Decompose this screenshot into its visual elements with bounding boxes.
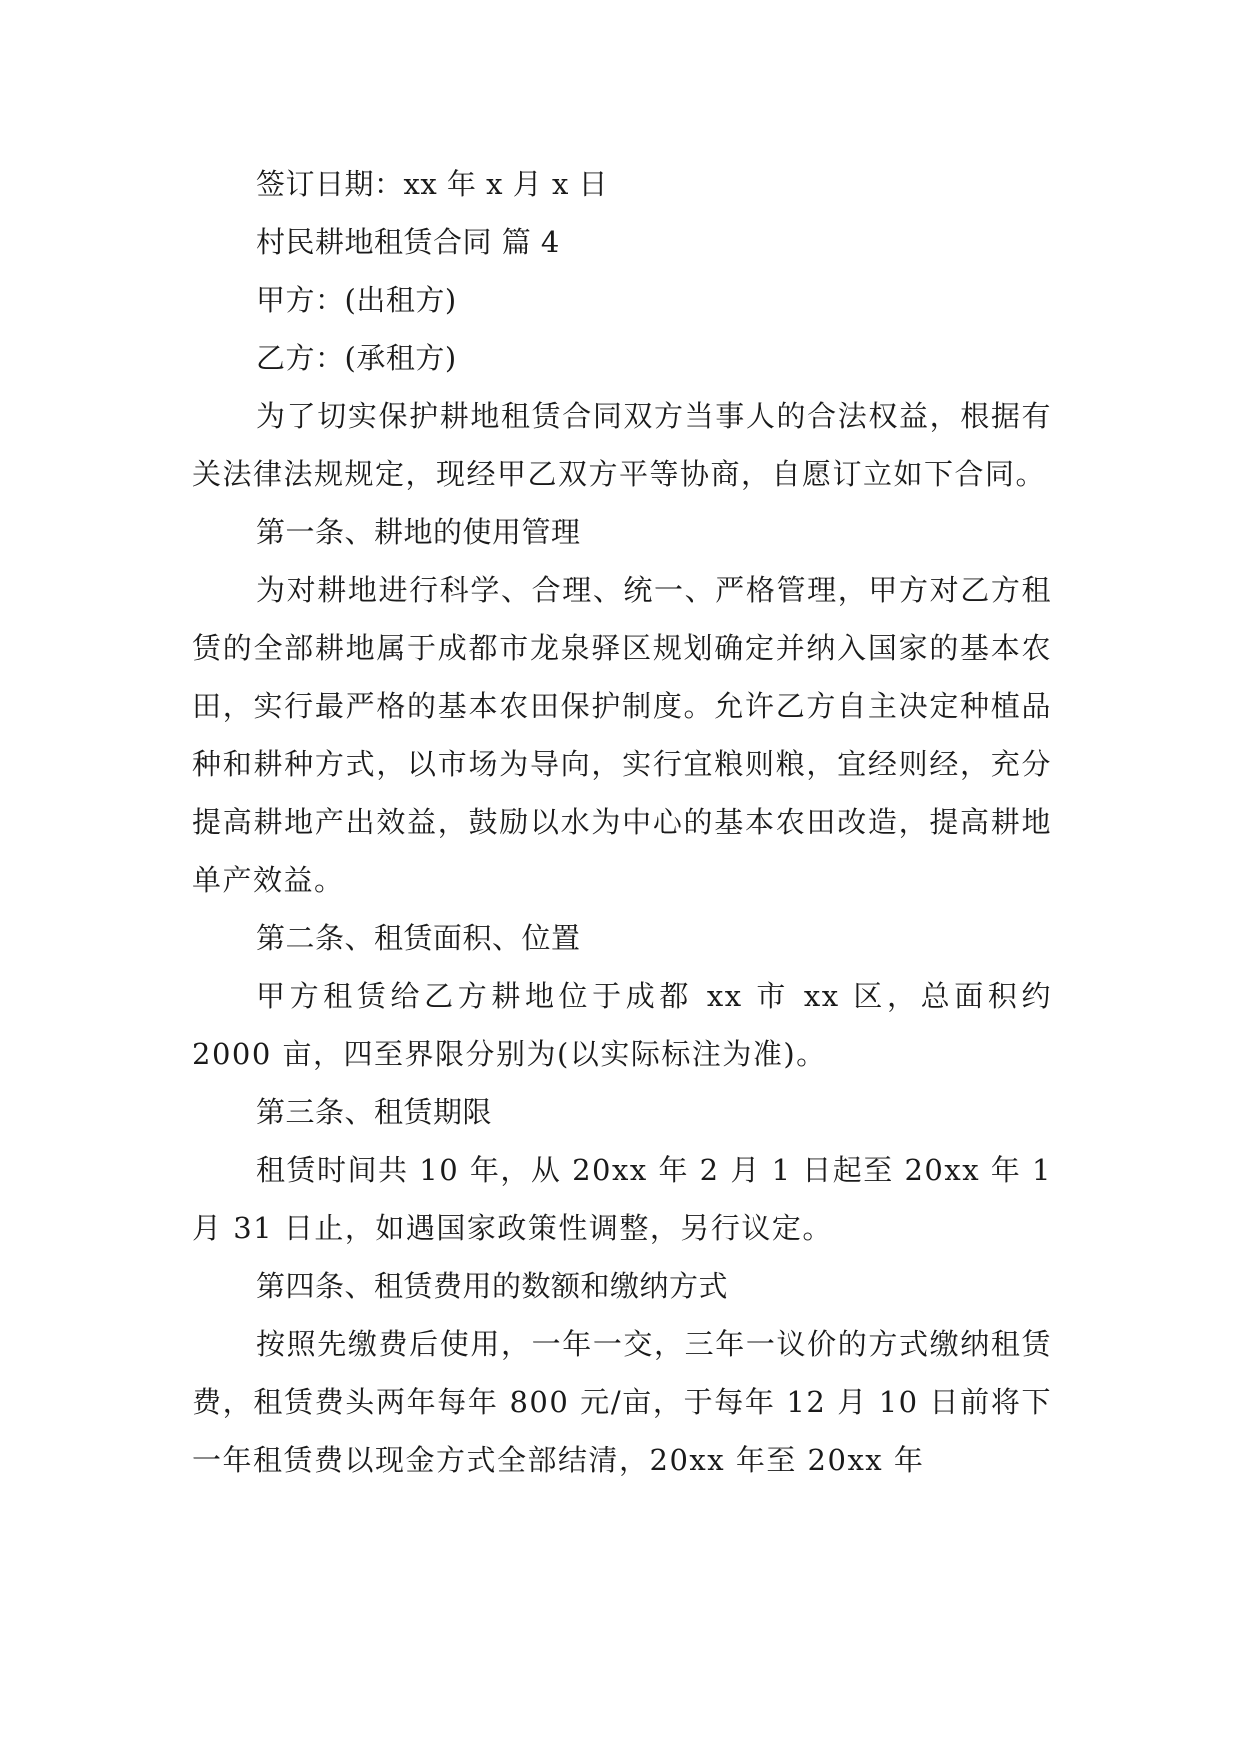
sign-date: 签订日期：xx 年 x 月 x 日 — [256, 167, 609, 201]
document-title: 村民耕地租赁合同 篇 4 — [256, 225, 560, 259]
article-3-title: 第三条、租赁期限 — [256, 1095, 493, 1129]
article-1-title: 第一条、耕地的使用管理 — [256, 515, 581, 549]
party-b: 乙方：(承租方) — [256, 341, 457, 375]
article-3-body: 租赁时间共 10 年，从 20xx 年 2 月 1 日起至 20xx 年 1 月 31 日止，如遇国家政策性调整，另行议定。 — [192, 1153, 1052, 1245]
article-4-body: 按照先缴费后使用，一年一交，三年一议价的方式缴纳租赁费，租赁费头两年每年 800 元/亩，于每年 12 月 10 日前将下一年租赁费以现金方式全部结清，20xx 年至 20xx 年 — [192, 1327, 1052, 1477]
article-1-body: 为对耕地进行科学、合理、统一、严格管理，甲方对乙方租赁的全部耕地属于成都市龙泉驿区规划确定并纳入国家的基本农田，实行最严格的基本农田保护制度。允许乙方自主决定种植品种和耕种方式，以市场为导向，实行宜粮则粮，宜经则经，充分提高耕地产出效益，鼓励以水为中心的基本农田改造，提高耕地单产效益。 — [192, 573, 1052, 897]
article-2-title: 第二条、租赁面积、位置 — [256, 921, 581, 955]
article-4-title: 第四条、租赁费用的数额和缴纳方式 — [256, 1269, 729, 1303]
article-2-body: 甲方租赁给乙方耕地位于成都 xx 市 xx 区，总面积约 2000 亩，四至界限分别为(以实际标注为准)。 — [192, 979, 1052, 1071]
intro-paragraph: 为了切实保护耕地租赁合同双方当事人的合法权益，根据有关法律法规规定，现经甲乙双方平等协商，自愿订立如下合同。 — [192, 399, 1052, 491]
party-a: 甲方：(出租方) — [256, 283, 457, 317]
document-page — [192, 155, 1052, 1489]
